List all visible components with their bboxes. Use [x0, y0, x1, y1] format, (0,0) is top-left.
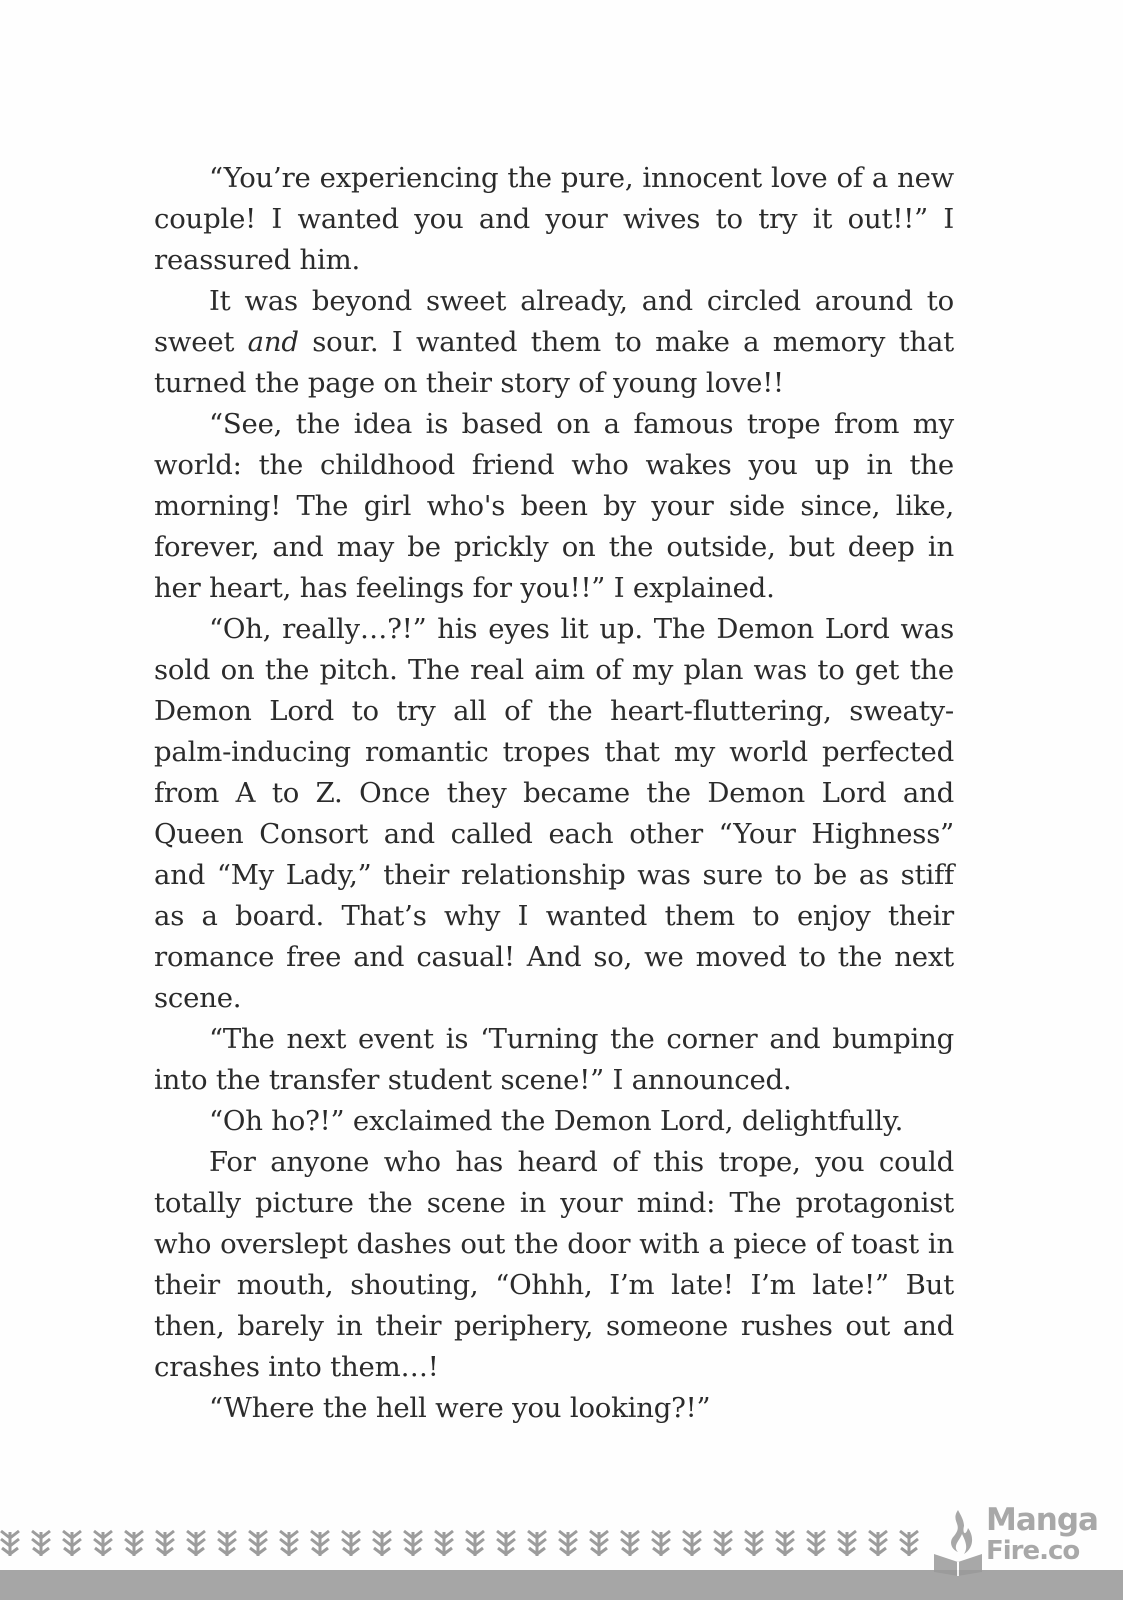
sprig-ornament: [1, 1531, 19, 1556]
sprig-ornament: [187, 1531, 205, 1556]
sprig-ornament: [776, 1531, 794, 1556]
sprig-ornament: [683, 1531, 701, 1556]
flame-book-icon: [930, 1506, 986, 1576]
sprig-ornament: [404, 1531, 422, 1556]
sprig-ornament: [342, 1531, 360, 1556]
paragraph: “You’re experiencing the pure, innocent love of a new couple! I wanted you and your wives to try it out!!” I reassured him.: [154, 162, 954, 276]
sprig-ornament: [714, 1531, 732, 1556]
sprig-ornament: [466, 1531, 484, 1556]
sprig-ornament: [621, 1531, 639, 1556]
sprig-ornament: [125, 1531, 143, 1556]
sprig-ornament: [373, 1531, 391, 1556]
paragraph: For anyone who has heard of this trope, you could totally picture the scene in your mind: The protagonist who overslept dashes out the door with a piece of toast in their mouth, shouting, “Ohhh, I’m late! I’m late!” But then, barely in their periphery, someone rushes out and crashes into them…!: [154, 1146, 954, 1383]
italic-word: and: [247, 326, 299, 358]
sprig-ornament: [435, 1531, 453, 1556]
paragraph-text: sour. I wanted them to make a memory that turned the page on their story of young love!!: [154, 326, 955, 399]
watermark-line-1: Manga: [986, 1502, 1098, 1538]
sprig-ornament: [280, 1531, 298, 1556]
sprig-ornament: [745, 1531, 763, 1556]
sprig-ornament: [869, 1531, 887, 1556]
sprig-ornament: [838, 1531, 856, 1556]
paragraph: “See, the idea is based on a famous trope from my world: the childhood friend who wakes you up in the morning! The girl who's been by your side since, like, forever, and may be prickly on the outside, but deep in her heart, has feelings for you!!” I explained.: [154, 408, 954, 604]
sprig-ornament: [497, 1531, 515, 1556]
sprig-ornament: [807, 1531, 825, 1556]
sprig-ornament: [528, 1531, 546, 1556]
paragraph: [154, 281, 954, 404]
sprig-ornament: [311, 1531, 329, 1556]
sprig-ornament: [32, 1531, 50, 1556]
site-watermark: [930, 1500, 1110, 1580]
paragraph: “Oh, really…?!” his eyes lit up. The Demon Lord was sold on the pitch. The real aim of my plan was to get the Demon Lord to try all of the heart-fluttering, sweaty-palm-inducing romantic tropes that my world perfected from A to Z. Once they became the Demon Lord and Queen Consort and called each other “Your Highness” and “My Lady,” their relationship was sure to be as stiff as a board. That’s why I wanted them to enjoy their romance free and casual! And so, we moved to the next scene.: [154, 613, 954, 1014]
sprig-ornament: [63, 1531, 81, 1556]
page-body-text: [154, 158, 954, 1429]
paragraph-text: It was beyond sweet already, and circled around to sweet: [154, 285, 954, 358]
watermark-line-2: Fire.co: [986, 1536, 1080, 1566]
sprig-ornament: [559, 1531, 577, 1556]
paragraph: “Oh ho?!” exclaimed the Demon Lord, delightfully.: [209, 1105, 904, 1137]
sprig-ornament: [156, 1531, 174, 1556]
sprig-ornament: [900, 1531, 918, 1556]
sprig-ornament: [94, 1531, 112, 1556]
paragraph: “Where the hell were you looking?!”: [209, 1392, 711, 1424]
sprig-ornament: [652, 1531, 670, 1556]
sprig-ornament: [218, 1531, 236, 1556]
sprig-ornament: [590, 1531, 608, 1556]
sprig-ornament: [249, 1531, 267, 1556]
paragraph: “The next event is ‘Turning the corner and bumping into the transfer student scene!” I announced.: [154, 1023, 954, 1096]
